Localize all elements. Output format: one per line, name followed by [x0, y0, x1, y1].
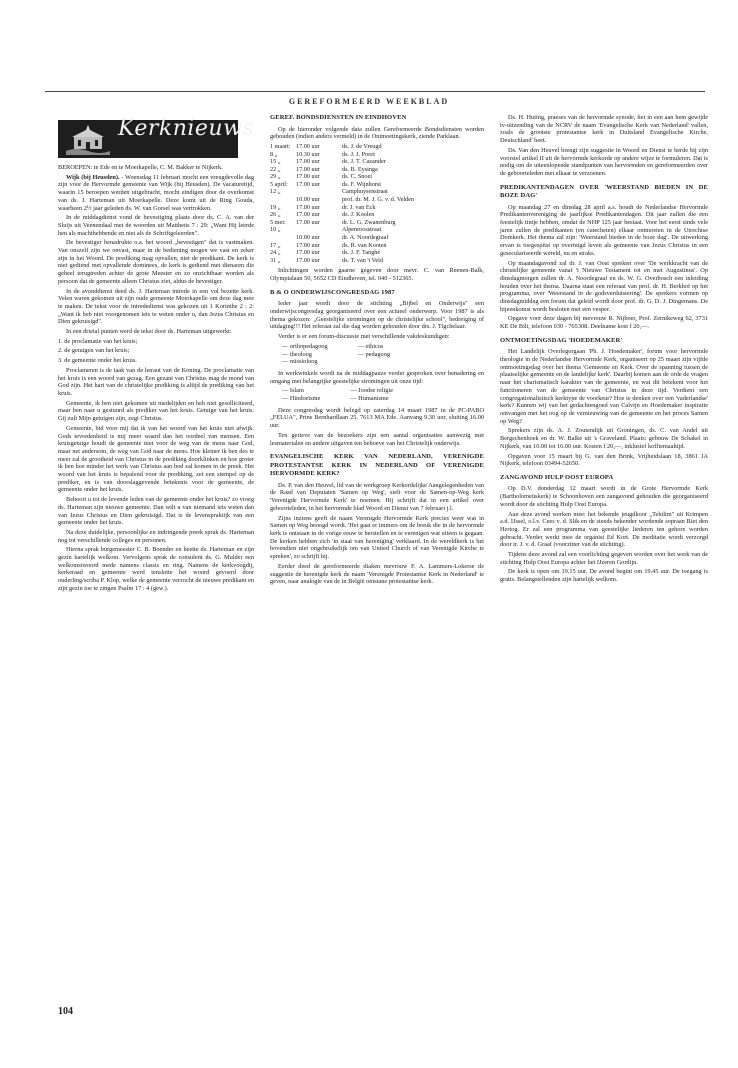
schedule-date: 24 „: [270, 249, 281, 257]
schedule-time: 10.00 uur: [296, 196, 320, 204]
schedule-row: [270, 143, 484, 151]
column-3: [500, 114, 708, 586]
schedule-speaker: ds. C. Snoei: [342, 173, 372, 181]
schedule-speaker: ds. J. Koolen: [342, 211, 375, 219]
schedule-date: 1 maart:: [270, 142, 291, 150]
paragraph: Inlichtingen worden gaarne gegeven door mevr. C. van Reenen-Balk, Olympialaan 50, 5652 CD Eindhoven, tel. 040 - 512365.: [270, 267, 484, 283]
schedule-date: 15 „: [270, 158, 281, 166]
schedule-date: [270, 196, 296, 204]
paragraph: Opgave voor deze dagen bij mevrouw R. Nijboer, Prof. Zernikeweg 62, 3731 KE De Bilt, telefoon 030 - 765308. Deelname kost f 20,—.: [500, 315, 708, 331]
schedule-date: 8 „: [270, 150, 278, 158]
list-item: — ethicus: [357, 342, 384, 350]
place-name: Wijk (bij Heusden).: [66, 173, 120, 181]
list-item: — missioloog: [282, 358, 318, 366]
schedule-row: [270, 158, 484, 166]
list-item: 1. de proclamatie van het kruis;: [58, 337, 138, 345]
paragraph: Opgaven voor 15 maart bij G. van den Brink, Vrijheidslaan 18, 3861 JA Nijkerk, telefoon 03494-52650.: [500, 452, 708, 468]
paragraph: BEROEPEN: te Ede en te Moerkapelle, C. M. Bakker te Nijkerk.: [58, 164, 223, 171]
list-item: 3. de gemeente onder het kruis.: [58, 357, 137, 365]
schedule-time: 17.00 uur: [296, 173, 320, 181]
section-heading: PREDIKANTENDAGEN OVER 'WEERSTAND BIEDEN IN DE BOZE DAG': [500, 183, 708, 200]
schedule-time: 10.00 uur: [296, 234, 320, 242]
header-rule: [45, 91, 705, 92]
paragraph-text: - Woensdag 11 februari mocht een vreugdevolle dag zijn voor de Hervormde gemeente van Wijk (bij Heusden). De vacaturetijd, waarin 15 beroepen werden uitgebracht, mocht eindigen door de overkomst van ds. J. Harteman uit Moerkapelle. Deze komt uit de Ring Gouda, waarheen 2½ jaar geleden ds. W. van Gorsel was vertrokken.: [58, 173, 254, 212]
paragraph: Ds. Van den Heuvel brengt zijn suggestie in Woord en Dienst te berde bij zijn voorstel artikel II uit de hervormde kerkorde op andere wijze te formuleren. Dat is nodig om de uiteenlopende standpunten van hervormden en gereformeerden over de geboorteleden met elkaar te verzoenen.: [500, 146, 708, 177]
schedule-time: [296, 226, 342, 234]
schedule-speaker: ds. J. F. Tanghé: [342, 249, 381, 257]
schedule-row: [270, 234, 484, 242]
schedule-row: [270, 196, 484, 204]
paragraph: Op D.V. donderdag 12 maart wordt in de Grote Hervormde Kerk (Bartholomeüskerk) te Schoonhoven een zangavond gehouden die georganiseerd wordt door de stichting Hulp Oost Europa.: [500, 485, 708, 508]
paragraph: Sprekers zijn ds. A. J. Zoutendijk uit Groningen, ds. C. van Andel uit Bergschenhoek en dr. W. Balke uit 's Graveland. Plaats: gebouw De Schakel in Nijkerk, van 10.00 tot 16.00 uur. Kosten f 20,—, inklusief koffiemaaltijd.: [500, 427, 708, 450]
paragraph: Proclameren is de taak van de heraut van de Koning. De proclamatie van het kruis is een woord van gezag. Een gezant van Christus mag de mond van God zijn. Het hart van de christelijke prediking is altijd de prediking van het kruis.: [58, 366, 254, 397]
paragraph: Gemeente, ik ben niet gekomen uit medelijden en heb niet gesolliciteerd, maar ben naar u gestuurd als prediker van het kruis. Getuige van het kruis. Gij zult Mijn getuigen zijn, zegt Christus.: [58, 399, 254, 423]
schedule-row: [270, 166, 484, 174]
paragraph: [58, 174, 254, 213]
schedule-row: [270, 257, 484, 265]
schedule-speaker: dr. J. van Eck: [342, 203, 376, 211]
paragraph: Hierna sprak burgemeester C. B. Boender en heette ds. Harteman en zijn gezin hartelijk welkom. Vervolgens sprak de consulent ds. G. Mulder een welkomstwoord mede namens classis en ring. Namens de kerkvoogdij, kerkeraad en gemeente werd tenslotte het woord gevoerd door ouderling/scriba P. Klop, welke de gemeente verzocht de nieuwe predikant en zijn gezin toe te zingen Psalm 17 : 4 (gew.).: [58, 546, 254, 592]
list-item: — Islam: [282, 387, 304, 395]
schedule-time: 17.00 uur: [296, 142, 320, 150]
schedule-row: [270, 151, 484, 159]
schedule-speaker: dr. L. G. Zwanenburg: [342, 218, 396, 226]
schedule-row: [270, 242, 484, 250]
schedule-date: 19 „: [270, 203, 281, 211]
paragraph: De bevestiger benadrukte o.a. het woord „bevestigen" dat is vastmaken. Van onszelf zijn we onvast, maar in de bediening mogen we vast en zeker zijn in het Woord. De prediking mag opvallen, niet de predikant. De kerk is niet gediend met opvallende dominees, de kerk is gediend met dienaren die geheel terugtreden achter de grote Meester en zo onzichtbaar worden als persoon dat de gemeente alleen Christus ziet, aldus de bevestiger.: [58, 239, 254, 285]
schedule-time: 17.00 uur: [296, 241, 320, 249]
schedule-row: [270, 173, 484, 181]
schedule-date: 5 april:: [270, 180, 288, 188]
list-item: — Hindoeïsme: [282, 395, 321, 403]
column-2: [270, 114, 484, 588]
schedule-speaker: dr. A. Noordegraaf: [342, 234, 389, 242]
service-schedule: [270, 143, 484, 265]
logo-text: Kerknieuws: [118, 116, 255, 141]
schedule-time: 17.00 uur: [296, 180, 320, 188]
paragraph: Verder is er een forum-discussie met verschillende vakdeskundigen:: [278, 333, 450, 341]
paragraph: Gemeente, bid voor mij dat ik van het woord van het kruis niet afwijk. Gods tevredenheid is mij meer waard dan het oordeel van mensen. Een kruisgetuige houdt de gemeente niet voor de weg van de mens naar God, maar net andersom, de weg van God naar de mens. Hoe kleiner ik ben des te meer zal de grootheid van Christus in de prediking doorklinken en hoe groter ik ben hoe minder het werk van Christus aan bod zal komen in de preek. Het woord van het kruis is bepalend voor de prediking, zet een stempel op de prediker, en is van doorslaggevende betekenis voor de gemeente, de gemeente onder het kruis.: [58, 424, 254, 494]
movement-list: [282, 387, 484, 402]
section-heading: ONTMOETINGSDAG 'HOEDEMAKER': [500, 336, 623, 344]
schedule-time: 17.00 uur: [296, 211, 320, 219]
schedule-row: [270, 204, 484, 212]
paragraph: Ds. H. Huting, praeses van de hervormde synode, liet in een aan hem gewijde tv-uitzending van de NCRV de naam 'Evangelische Kerk van Nederland' vallen, zoals de grootste protestantse kerk in Duitsland Evangelische Kirche, Deutschland' heet.: [500, 114, 708, 145]
paragraph: Eerder deed de gereformeerde diaken mevrouw F. A. Lammers-Lokerse de suggestie de herenigde kerk de naam 'Verenigde Protestantse Kerk in Nederland' te geven, naar analogie van de in België ontstane protestantse kerk.: [270, 562, 484, 586]
schedule-speaker: ds. R. van Kooten: [342, 241, 387, 249]
paragraph: In werkwinkels wordt na de middagpauze verder gesproken over benadering en omgang met belangrijke geestelijke stromingen uit onze tijd:: [270, 369, 484, 385]
paragraph: Na deze duidelijke, persoonlijke en indringende preek sprak ds. Harteman nog tot verschillende colleges en personen.: [58, 528, 254, 544]
schedule-time: 17.00 uur: [296, 203, 320, 211]
schedule-row: [270, 226, 484, 234]
schedule-speaker: ds. T. van 't Veld: [342, 256, 383, 264]
kerknieuws-logo: [58, 116, 255, 158]
list-item: — orthopedagoog: [282, 342, 328, 350]
schedule-date: [270, 234, 296, 242]
column-1: [58, 114, 254, 595]
schedule-speaker: ds. B. Eysinga: [342, 165, 378, 173]
list-item: — Humanisme: [350, 395, 389, 403]
schedule-speaker: Alpenroosstraat: [342, 226, 382, 234]
paragraph: Ds. P. van den Heuvel, lid van de werkgroep Kerkordelijke Aangelegenheden van de Raad van Deputaten 'Samen op Weg', stelt voor de Samen-op-Weg kerk 'Verenigde Hervormde Kerk' te noemen. Hij schrijft dat in een artikel over geboorteleden, in het hervormde blad Woord en Dienst van 7 februari j.l.: [270, 481, 484, 512]
list-item: — theoloog: [282, 350, 312, 358]
page-number: 104: [58, 1006, 73, 1017]
list-item: — pedagoog: [357, 350, 391, 358]
schedule-speaker: ds. J. de Vreugd: [342, 142, 382, 150]
schedule-row: [270, 219, 484, 227]
schedule-row: [270, 181, 484, 189]
paragraph: De kerk is open om 19.15 uur. De avond begint om 19.45 uur. De toegang is gratis. Belangstellenden zijn hartelijk welkom.: [500, 568, 708, 584]
paragraph: Zijns inziens geeft de naam Verenigde Hervormde Kerk precies weer wat in Samen op Weg beoogd wordt. 'Het gaat er immers om de breuk die in de hervormde kerk is ontstaan in de vorige eeuw te herstellen en te verenigen wat uiteen is gegaan. De kerken hebben zich 'in staat van hereniging' verklaard. In de wereldkerk is het bovendien niet ongebruikelijk om van United Church of van Verenigde Kirche te spreken', zo schrijft hij.: [270, 514, 484, 561]
schedule-row: [270, 211, 484, 219]
paragraph: Op de hieronder volgende data zullen Gereformeerde Bondsdiensten worden gehouden (indien anders vermeld) in de Ontmoetingskerk, ziende Parklaan.: [270, 125, 484, 141]
paragraph: Aan deze avond werken mee: het bekende jeugdkoor „Tehilim" uit Krimpen a.d. IJssel, o.l.v. Cees v. d. Slik en de steeds bekender wordende sopraan Riet den Hertog. Er zal een programma van geestelijke liederen ten gehore worden gebracht. Verder werkt mee de organist Ed Kort. De meditatie wordt verzorgd door ir. J. v. d. Graaf (voorzitter van de stichting).: [500, 510, 708, 549]
paragraph: Deze congresdag wordt belegd op zaterdag 14 maart 1987 in de PC-PABO „FELUA", Prins Bernhardlaan 25, 7613 MA Ede. Aanvang 9.30 uur, sluiting 16.00 uur.: [270, 406, 484, 430]
section-heading: B & O ONDERWIJSCONGRESDAG 1987: [270, 288, 395, 296]
schedule-speaker: ds. J. T. Cazander: [342, 158, 386, 166]
schedule-speaker: Camphuysenstraat: [342, 188, 388, 196]
paragraph: Ieder jaar wordt door de stichting „Bijbel en Onderwijs" een onderwijscongresdag georganiseerd over een actueel onderwerp. Voor 1987 is als thema gekozen: „Geestelijke stromingen op de christelijke school", bedreiging of uitdaging!!! Het referaat zal die dag worden gehouden door drs. J. Tigchelaar.: [270, 300, 484, 331]
schedule-date: 10 „: [270, 226, 281, 234]
schedule-time: 17.00 uur: [296, 249, 320, 257]
schedule-speaker: ds. J. J. Poort: [342, 150, 376, 158]
masthead: GEREFORMEERD WEEKBLAD: [288, 97, 450, 106]
schedule-date: 22 „: [270, 165, 281, 173]
schedule-date: 29 „: [270, 173, 281, 181]
section-heading: GEREF. BONDSDIENSTEN IN EINDHOVEN: [270, 114, 407, 121]
schedule-row: [270, 249, 484, 257]
schedule-time: 10.30 uur: [296, 150, 320, 158]
schedule-date: 17 „: [270, 241, 281, 249]
schedule-date: 26 „: [270, 211, 281, 219]
schedule-time: 17.00 uur: [296, 256, 320, 264]
paragraph: In de middagdienst vond de bevestiging plaats door ds. C. A. van der Sluijs uit Veenendaal met de woorden uit Mattheüs 7 : 29: „Want Hij leerde hen als machthebbende en niet als de Schriftgeleerden".: [58, 214, 254, 237]
paragraph: Behoort u tot de levende leden van de gemeente onder het kruis? zo vroeg ds. Harteman zijn nieuwe gemeente. Dan wilt u van niemand iets weten dan van Jezus Christus en Dien gekruisigd. Dat is de levenspraktijk van een gemeente onder het kruis.: [58, 496, 254, 527]
schedule-time: 17.00 uur: [296, 165, 320, 173]
schedule-time: 17.00 uur: [296, 158, 320, 166]
schedule-time: [296, 188, 342, 196]
schedule-date: 31 „: [270, 256, 281, 264]
paragraph: In de avonddienst deed ds. J. Harteman intrede in een vol bezette kerk. Velen waren gekomen uit zijn oude gemeente Moerkapelle om deze dag mee te maken. De tekst voor de intrededienst was gekozen uit 1 Korinthe 2 : 2: „Want ik heb niet voorgenomen iets te weten onder u, dan Jezus Christus en Dien gekruisigd".: [58, 287, 254, 326]
schedule-time: 17.00 uur: [296, 218, 320, 226]
paragraph: Op maandagavond zal dr. J. van Oost spreken over 'De werkkracht van de christelijke gemeente vanaf 't Nieuwe Testament tot en met Augustinus'. Op dinsdagmorgen zullen dr. A. Noordegraaf en ds. W. G. Overbosch een inleiding houden over het thema. Daarna staat een referaat van prof. dr. H. Berkhof op het programma, over 'Weerstand in de godsverduistering'. De sprekers vormen op dinsdagmiddag een forum dat geleid wordt door prof. dr. G. D. J. Dingemans. De bijeenkomst wordt besloten met een vesper.: [500, 259, 708, 313]
expert-list: [282, 343, 484, 366]
schedule-date: 5 mei:: [270, 218, 286, 226]
church-icon: [66, 123, 110, 155]
paragraph: Het Landelijk Overlegorgaan 'Ph. J. Hoedemaker', forum voor hervormde theologie in de Nederlandse Hervormde Kerk, organiseert op 25 maart zijn vijfde ontmoetingsdag over het thema 'Gemeente en Kerk. Over de spanning tussen de plaatselijke gemeente en de landelijke kerk'. Daarbij komen aan de orde de vragen naar het charismatisch karakter van de gemeente, en wat dit betekent voor het functioneren van de gemeente van Christus in deze tijd. Verdient een congregationalistisch kerktype de voorkeur? Hoe te denken over een 'vaderlandse' kerk? Kunnen wij van het gedachtengoed van Calvijn en Hoedemaker inspiratie ontvangen met het oog op de vernieuwing van de gemeente en het proces Samen op Weg?: [500, 348, 708, 425]
paragraph: In een drietal punten werd de tekst door ds. Harteman uitgewerkt:: [66, 328, 232, 336]
paragraph: Ten gerieve van de bezoekers zijn een aantal organisaties aanwezig met lesmaterialen en andere uitgaven ten behoeve van het Christelijk onderwijs.: [270, 431, 484, 447]
schedule-speaker: prof. dr. M. J. G. v. d. Velden: [342, 196, 415, 204]
list-item: — Joodse religie: [350, 387, 393, 395]
paragraph: Tijdens deze avond zal een voorlichting gegeven worden over het werk van de stichting Hulp Oost Europa achter het IJzeren Gordijn.: [500, 551, 708, 566]
schedule-date: 12 „: [270, 188, 281, 196]
schedule-row: [270, 188, 484, 196]
section-heading: ZANGAVOND HULP OOST EUROPA: [500, 473, 614, 481]
section-heading: EVANGELISCHE KERK VAN NEDERLAND, VERENIGDE PROTESTANTSE KERK IN NEDERLAND OF VERENIGDE HERVORMDE KERK?: [270, 453, 484, 478]
paragraph: Op maandag 27 en dinsdag 28 april a.s. houdt de Nederlandse Hervormde Predikantenvereniging de jaarlijkse Predikantendagen. Dit jaar zullen die een feestelijk tintje hebben, omdat de NHP 125 jaar bestaat. Voor het eerst sinds vele jaren zullen de predikanten (en catecheten) elkaar ontmoeten in de Utrechtse Domkerk. Het thema zal zijn: 'Weerstand bieden in de boze dag'. De uitwerking ervan is toegespitst op overtuigd leven als gemeente van Jezus Christus in een geseculariseerde wereld, nu en straks.: [500, 203, 708, 257]
list-item: 2. de getuigen van het kruis;: [58, 347, 130, 355]
schedule-speaker: ds. F. Wijnhorst: [342, 180, 382, 188]
